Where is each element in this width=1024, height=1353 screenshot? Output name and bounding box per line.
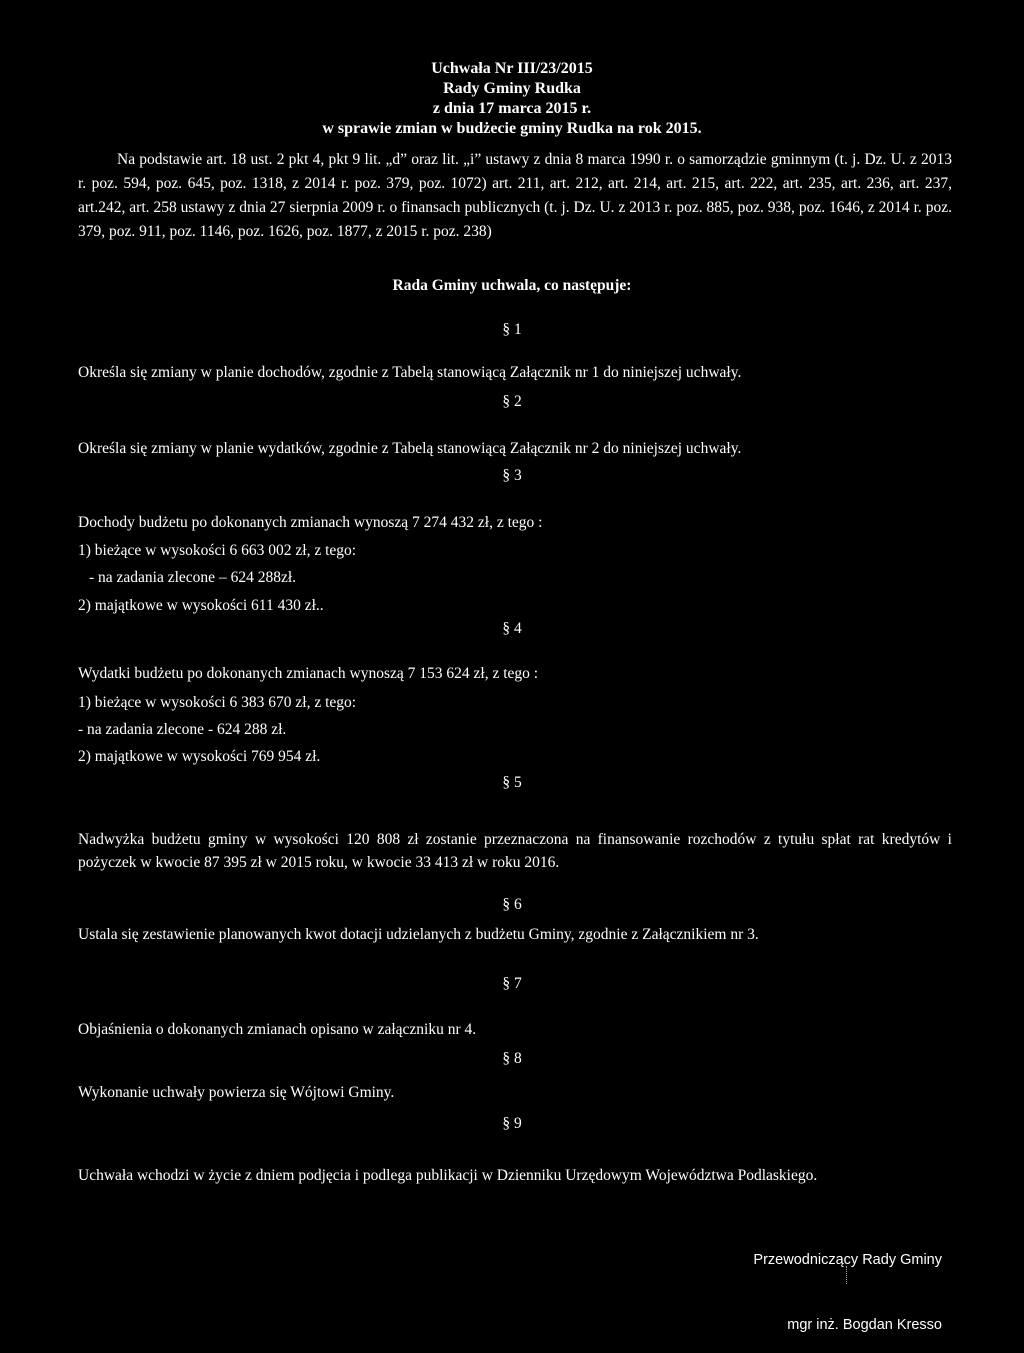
resolution-subject: w sprawie zmian w budżecie gminy Rudka na rok 2015. xyxy=(322,120,702,137)
section-6-text: Ustala się zestawienie planowanych kwot dotacji udzielanych z budżetu Gminy, zgodnie z Załącznikiem nr 3. xyxy=(78,926,759,943)
council-resolves: Rada Gminy uchwala, co następuje: xyxy=(392,277,632,294)
resolution-number: Uchwała Nr III/23/2015 xyxy=(431,60,593,77)
section-3-item-2: 2) majątkowe w wysokości 611 430 zł.. xyxy=(78,597,324,614)
section-8-text: Wykonanie uchwały powierza się Wójtowi Gminy. xyxy=(78,1084,395,1101)
section-4-item-1a: - na zadania zlecone - 624 288 zł. xyxy=(78,721,287,738)
section-1-mark: § 1 xyxy=(502,321,522,338)
signature-name: mgr inż. Bogdan Kresso xyxy=(787,1317,942,1333)
section-9-text: Uchwała wchodzi w życie z dniem podjęcia i podlega publikacji w Dzienniku Urzędowym Województwa Podlaskiego. xyxy=(78,1167,818,1184)
section-3-intro: Dochody budżetu po dokonanych zmianach wynoszą 7 274 432 zł, z tego : xyxy=(78,514,543,531)
section-8-mark: § 8 xyxy=(502,1050,522,1067)
section-4-item-1: 1) bieżące w wysokości 6 383 670 zł, z tego: xyxy=(78,694,357,711)
section-1-text: Określa się zmiany w planie dochodów, zgodnie z Tabelą stanowiącą Załącznik nr 1 do niniejszej uchwały. xyxy=(78,364,742,381)
section-4-intro: Wydatki budżetu po dokonanych zmianach wynoszą 7 153 624 zł, z tego : xyxy=(78,665,539,682)
section-3-item-1a: - na zadania zlecone – 624 288zł. xyxy=(89,569,297,586)
section-3-item-1: 1) bieżące w wysokości 6 663 002 zł, z tego: xyxy=(78,542,357,559)
preamble: Na podstawie art. 18 ust. 2 pkt 4, pkt 9 lit. „d” oraz lit. „i” ustawy z dnia 8 marca 1990 r. o samorządzie gminnym (t. j. Dz. U. z 2013 r. poz. 594, poz. 645, poz. 1318, z 2014 r. poz. 379, poz. 1072) art. 211, art. 212, art. 214, art. 215, art. 222, art. 235, art. 236, art. 237, art.242, art. 258 ustawy z dnia 27 sierpnia 2009 r. o finansach publicznych (t. j. Dz. U. z 2013 r. poz. 885, poz. 938, poz. 1646, z 2014 r. poz. 379, poz. 911, poz. 1146, poz. 1626, poz. 1877, z 2015 r. poz. 238) xyxy=(78,151,952,240)
section-9-mark: § 9 xyxy=(502,1115,522,1132)
section-7-mark: § 7 xyxy=(502,975,522,992)
council-name: Rady Gminy Rudka xyxy=(443,80,581,97)
section-3-mark: § 3 xyxy=(502,467,522,484)
section-2-text: Określa się zmiany w planie wydatków, zgodnie z Tabelą stanowiącą Załącznik nr 2 do niniejszej uchwały. xyxy=(78,440,742,457)
section-4-mark: § 4 xyxy=(502,620,522,637)
section-2-mark: § 2 xyxy=(502,393,522,410)
section-7-text: Objaśnienia o dokonanych zmianach opisano w załączniku nr 4. xyxy=(78,1021,477,1038)
section-4-item-2: 2) majątkowe w wysokości 769 954 zł. xyxy=(78,748,321,765)
section-5-mark: § 5 xyxy=(502,774,522,791)
signature-title: Przewodniczący Rady Gminy xyxy=(753,1252,942,1268)
section-6-mark: § 6 xyxy=(502,896,522,913)
section-5-text: Nadwyżka budżetu gminy w wysokości 120 808 zł zostanie przeznaczona na finansowanie rozchodów z tytułu spłat rat kredytów i pożyczek w kwocie 87 395 zł w 2015 roku, w kwocie 33 413 zł w roku 2016. xyxy=(78,831,952,871)
resolution-date: z dnia 17 marca 2015 r. xyxy=(432,100,592,117)
signature-mark xyxy=(846,1266,849,1284)
